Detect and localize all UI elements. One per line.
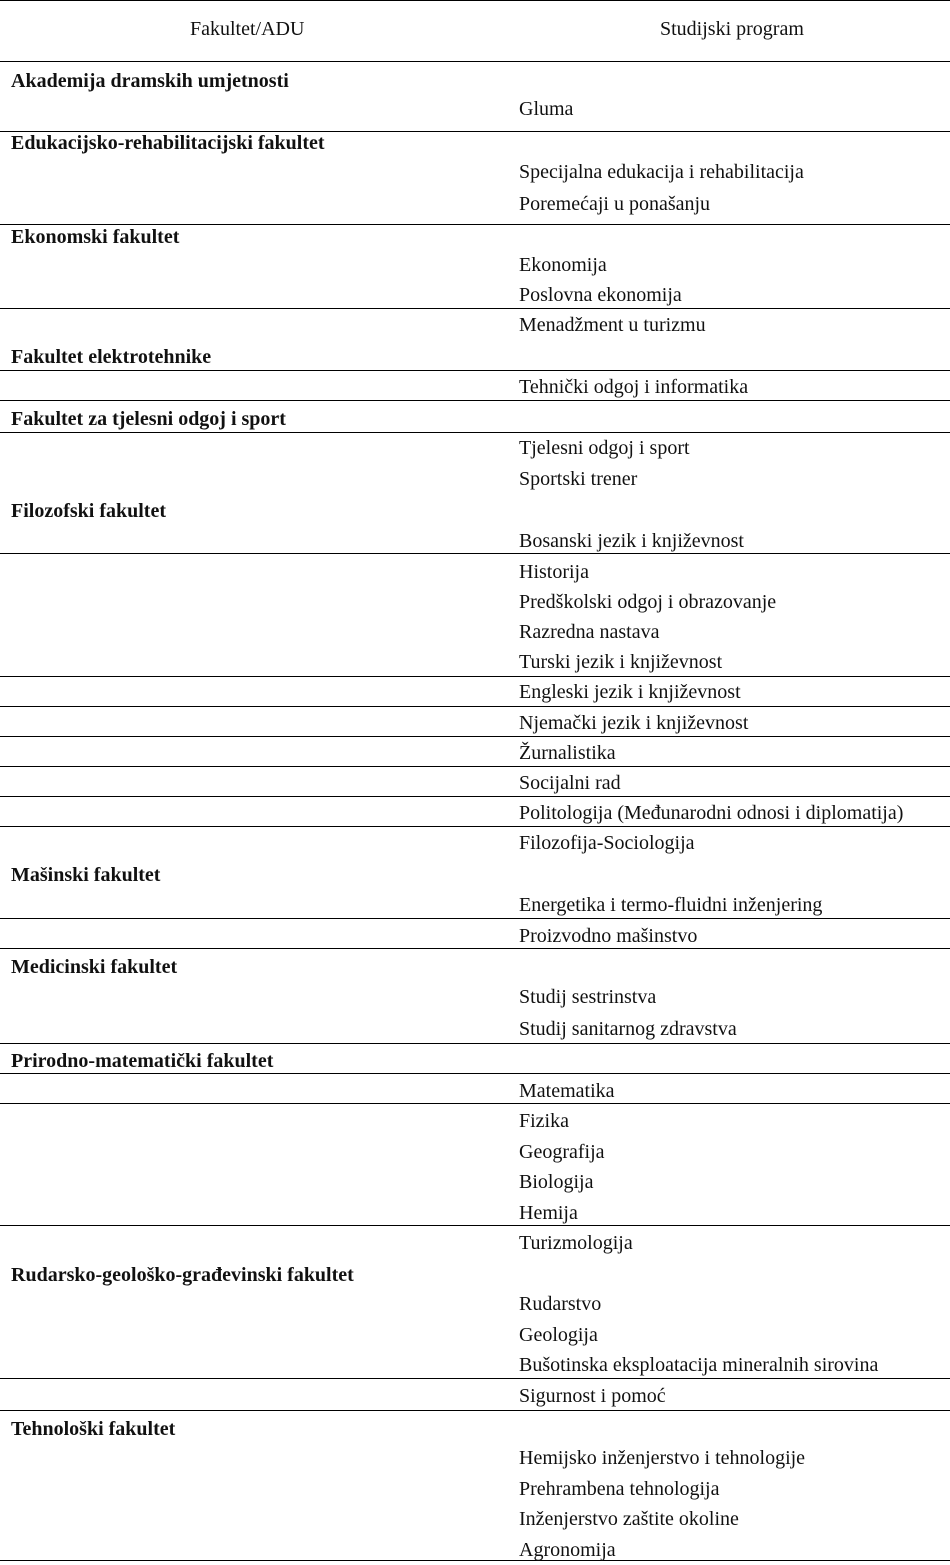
program-name: Gluma xyxy=(519,98,574,120)
faculty-name: Mašinski fakultet xyxy=(11,864,161,886)
table-rule xyxy=(0,948,950,949)
program-name: Tehnički odgoj i informatika xyxy=(519,376,749,398)
program-name: Energetika i termo-fluidni inženjering xyxy=(519,894,823,916)
table-rule xyxy=(0,706,950,707)
program-name: Žurnalistika xyxy=(519,742,616,764)
program-name: Sportski trener xyxy=(519,468,638,490)
faculty-name: Edukacijsko-rehabilitacijski fakultet xyxy=(11,132,325,154)
table-rule xyxy=(0,766,950,767)
program-name: Poslovna ekonomija xyxy=(519,284,682,306)
table-rule xyxy=(0,1410,950,1411)
table-rule xyxy=(0,676,950,677)
program-name: Inženjerstvo zaštite okoline xyxy=(519,1508,739,1530)
table-rule xyxy=(0,1043,950,1044)
program-name: Historija xyxy=(519,561,589,583)
program-name: Bušotinska eksploatacija mineralnih sirovina xyxy=(519,1354,879,1376)
program-name: Poremećaji u ponašanju xyxy=(519,193,711,215)
table-rule xyxy=(0,224,950,225)
program-name: Politologija (Međunarodni odnosi i diplomatija) xyxy=(519,802,904,824)
faculty-name: Ekonomski fakultet xyxy=(11,226,180,248)
table-rule xyxy=(0,370,950,371)
program-name: Turski jezik i književnost xyxy=(519,651,723,673)
faculty-name: Rudarsko-geološko-građevinski fakultet xyxy=(11,1264,354,1286)
faculty-name: Fakultet elektrotehnike xyxy=(11,346,212,368)
program-name: Rudarstvo xyxy=(519,1293,602,1315)
table-rule xyxy=(0,736,950,737)
program-name: Tjelesni odgoj i sport xyxy=(519,437,690,459)
program-name: Biologija xyxy=(519,1171,594,1193)
program-name: Socijalni rad xyxy=(519,772,621,794)
table-rule xyxy=(0,1560,950,1561)
program-name: Filozofija-Sociologija xyxy=(519,832,695,854)
program-name: Proizvodno mašinstvo xyxy=(519,925,698,947)
faculty-name: Tehnološki fakultet xyxy=(11,1418,176,1440)
table-rule xyxy=(0,796,950,797)
table-rule xyxy=(0,1073,950,1074)
table-rule xyxy=(0,308,950,309)
table-rule xyxy=(0,1378,950,1379)
table-rule xyxy=(0,1103,950,1104)
table-rule xyxy=(0,918,950,919)
faculty-name: Filozofski fakultet xyxy=(11,500,166,522)
program-name: Njemački jezik i književnost xyxy=(519,712,749,734)
faculty-name: Akademija dramskih umjetnosti xyxy=(11,70,289,92)
program-name: Hemijsko inženjerstvo i tehnologije xyxy=(519,1447,806,1469)
table-rule xyxy=(0,400,950,401)
program-name: Agronomija xyxy=(519,1539,616,1561)
program-name: Matematika xyxy=(519,1080,615,1102)
program-name: Prehrambena tehnologija xyxy=(519,1478,720,1500)
faculty-name: Fakultet za tjelesni odgoj i sport xyxy=(11,408,286,430)
program-name: Specijalna edukacija i rehabilitacija xyxy=(519,161,804,183)
faculty-name: Medicinski fakultet xyxy=(11,956,178,978)
table-rule xyxy=(0,0,950,1)
column-header-faculty: Fakultet/ADU xyxy=(190,18,305,40)
program-name: Turizmologija xyxy=(519,1232,633,1254)
program-name: Hemija xyxy=(519,1202,578,1224)
table-rule xyxy=(0,432,950,433)
column-header-program: Studijski program xyxy=(660,18,804,40)
program-name: Bosanski jezik i književnost xyxy=(519,530,744,552)
program-name: Ekonomija xyxy=(519,254,607,276)
table-rule xyxy=(0,61,950,62)
program-name: Studij sestrinstva xyxy=(519,986,657,1008)
program-name: Sigurnost i pomoć xyxy=(519,1385,666,1407)
program-name: Engleski jezik i književnost xyxy=(519,681,741,703)
faculty-name: Prirodno-matematički fakultet xyxy=(11,1050,274,1072)
program-name: Studij sanitarnog zdravstva xyxy=(519,1018,737,1040)
table-rule xyxy=(0,1225,950,1226)
program-name: Predškolski odgoj i obrazovanje xyxy=(519,591,777,613)
program-name: Fizika xyxy=(519,1110,569,1132)
program-name: Razredna nastava xyxy=(519,621,660,643)
program-name: Geologija xyxy=(519,1324,598,1346)
table-rule xyxy=(0,553,950,554)
program-name: Geografija xyxy=(519,1141,605,1163)
program-name: Menadžment u turizmu xyxy=(519,314,706,336)
table-rule xyxy=(0,826,950,827)
